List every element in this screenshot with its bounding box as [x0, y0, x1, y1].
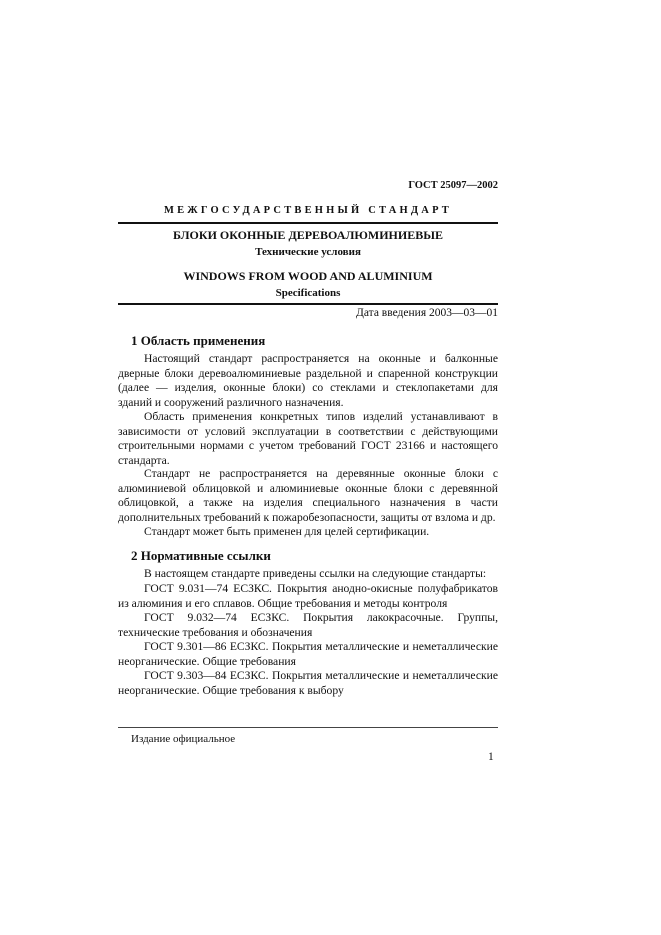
section-1-paragraph: Настоящий стандарт распространяется на оконные и балконные дверные блоки деревоалюминиевые раздельной и спаренной конструкции (далее — изделия, оконные блоки) со стеклами и стеклопакетами для зданий и сооружений различного назначения. — [118, 352, 498, 409]
section-1-paragraph: Стандарт не распространяется на деревянные оконные блоки с алюминиевой облицовкой и алюминиевые оконные блоки с деревянной облицовкой, а также на изделия специального назначения в части дополнительных требований к пожаробезопасности, защиты от взлома и др. — [118, 467, 498, 524]
russian-subtitle: Технические условия — [255, 246, 361, 258]
english-subtitle: Specifications — [275, 287, 341, 299]
title-bottom-rule — [118, 303, 498, 305]
section-2-reference: ГОСТ 9.031—74 ЕСЗКС. Покрытия анодно-окисные полуфабрикатов из алюминия и его сплавов. Общие требования и методы контроля — [118, 582, 498, 610]
introduction-date: Дата введения 2003—03—01 — [356, 307, 498, 319]
title-top-rule — [118, 222, 498, 224]
section-2-reference: ГОСТ 9.303—84 ЕСЗКС. Покрытия металлические и неметаллические неорганические. Общие требования к выбору — [118, 669, 498, 697]
russian-title: БЛОКИ ОКОННЫЕ ДЕРЕВОАЛЮМИНИЕВЫЕ — [172, 228, 444, 242]
edition-note: Издание официальное — [131, 733, 236, 745]
section-1-paragraph: Стандарт может быть применен для целей сертификации. — [144, 525, 430, 538]
section-2-paragraph: В настоящем стандарте приведены ссылки на следующие стандарты: — [144, 567, 487, 580]
footer-rule — [118, 727, 498, 728]
document-number: ГОСТ 25097—2002 — [408, 180, 498, 191]
section-2-heading: 2 Нормативные ссылки — [131, 548, 271, 563]
section-1-paragraph: Область применения конкретных типов изделий устанавливают в зависимости от условий эксплуатации в соответствии с действующими строительными нормами с учетом требований ГОСТ 23166 и настоящего стандарта. — [118, 410, 498, 467]
standard-banner: МЕЖГОСУДАРСТВЕННЫЙ СТАНДАРТ — [163, 205, 453, 216]
section-2-reference: ГОСТ 9.032—74 ЕСЗКС. Покрытия лакокрасочные. Группы, технические требования и обозначения — [118, 611, 498, 639]
section-1-heading: 1 Область применения — [131, 333, 266, 348]
english-title: WINDOWS FROM WOOD AND ALUMINIUM — [183, 269, 433, 283]
section-2-reference: ГОСТ 9.301—86 ЕСЗКС. Покрытия металлические и неметаллические неорганические. Общие требования — [118, 640, 498, 668]
page-number: 1 — [488, 751, 494, 763]
english-title-block — [118, 268, 498, 302]
russian-title-block — [118, 227, 498, 261]
